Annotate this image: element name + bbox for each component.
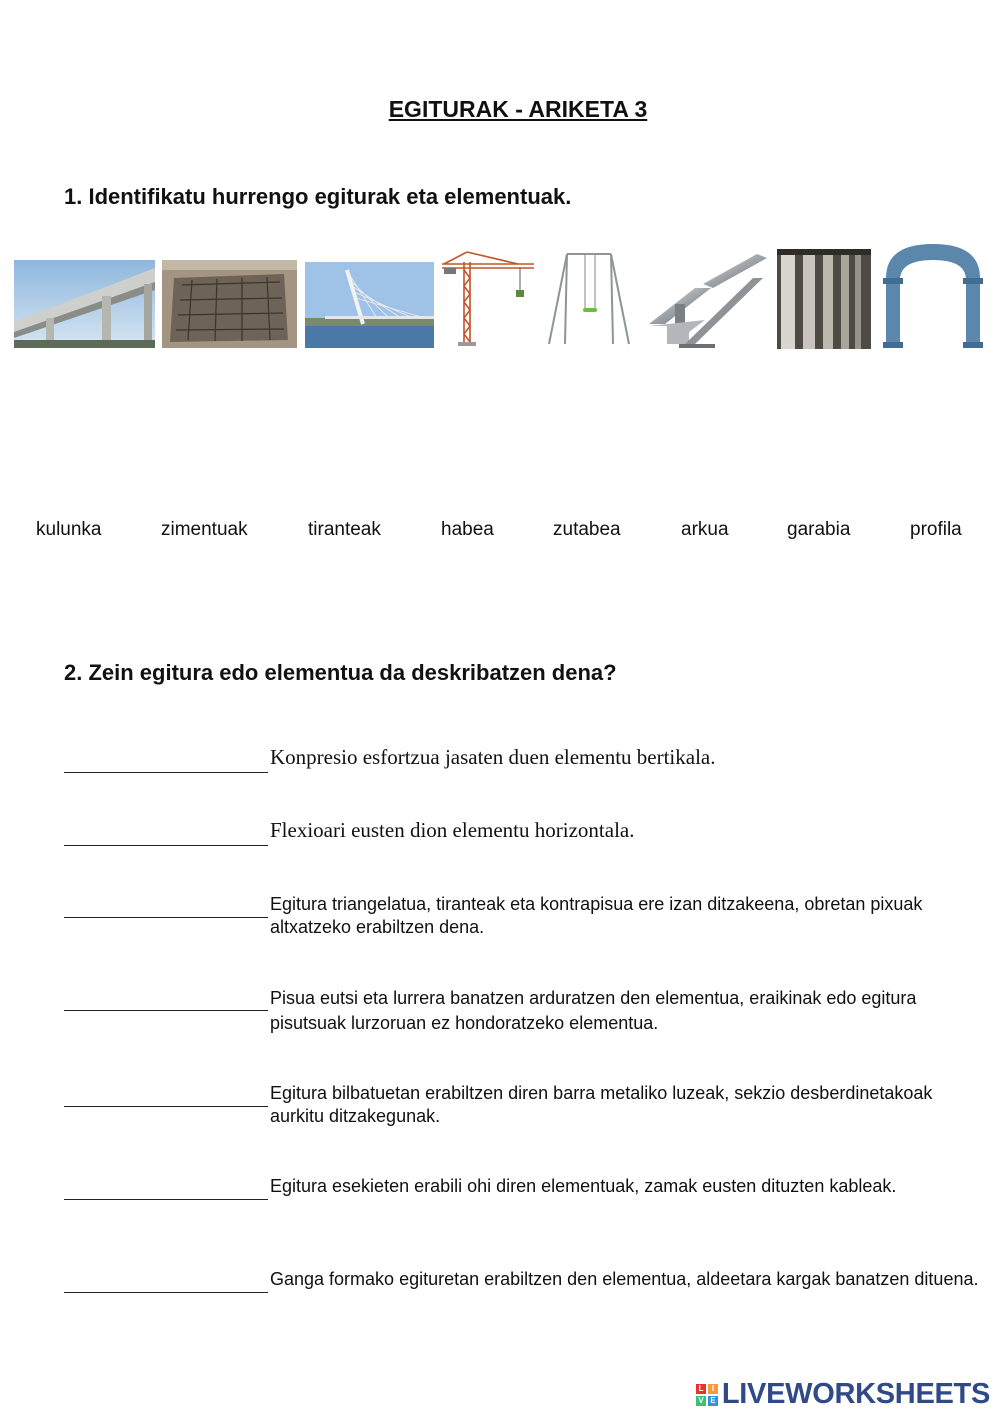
answer-input[interactable] [64, 893, 268, 918]
foundation-image [162, 260, 297, 348]
answer-input[interactable] [64, 821, 268, 846]
word-profila[interactable]: profila [910, 519, 962, 540]
word-arkua[interactable]: arkua [681, 519, 729, 540]
cable-stayed-bridge-image [305, 262, 434, 348]
answer-input[interactable] [64, 986, 268, 1011]
description-text: Pisua eutsi eta lurrera banatzen arduratzen den elementua, eraikinak edo egitura pisutsuak lurzoruan ez hondoratzeko elementua. [270, 988, 917, 1033]
word-garabia[interactable]: garabia [787, 519, 851, 540]
logo-mark-icon [696, 1384, 718, 1406]
logo-text: LIVEWORKSHEETS [721, 1378, 990, 1410]
crane-image [438, 248, 538, 348]
swing-image [543, 248, 635, 348]
logo-mark-letter: I [708, 1384, 718, 1394]
page-title: EGITURAK - ARIKETA 3 [388, 96, 648, 122]
question-2-heading: 2. Zein egitura edo elementua da deskribatzen dena? [64, 660, 617, 685]
logo-mark-letter: E [708, 1396, 718, 1406]
answer-input[interactable] [64, 748, 268, 773]
answer-input[interactable] [64, 1082, 268, 1107]
description-text: Ganga formako egituretan erabiltzen den elementua, aldeetara kargak banatzen dituena. [270, 1269, 979, 1289]
columns-image [777, 249, 871, 349]
word-kulunka[interactable]: kulunka [36, 519, 102, 540]
question-1-heading: 1. Identifikatu hurrengo egiturak eta elementuak. [64, 184, 572, 209]
description-text: Konpresio esfortzua jasaten duen elementu bertikala. [270, 745, 716, 769]
description-text: Egitura triangelatua, tiranteak eta kontrapisua ere izan ditzakeena, obretan pixuak altxatzeko erabiltzen dena. [270, 894, 923, 937]
description-text: Egitura bilbatuetan erabiltzen diren barra metaliko luzeak, sekzio desberdinetakoak aurkitu ditzakegunak. [270, 1083, 933, 1126]
description-text: Flexioari eusten dion elementu horizontala. [270, 818, 635, 842]
logo-mark-letter: L [696, 1384, 706, 1394]
word-zimentuak[interactable]: zimentuak [161, 519, 248, 540]
answer-input[interactable] [64, 1268, 268, 1293]
word-zutabea[interactable]: zutabea [553, 519, 621, 540]
bridge-beam-image [14, 260, 155, 348]
answer-input[interactable] [64, 1175, 268, 1200]
logo-mark-letter: V [696, 1396, 706, 1406]
word-habea[interactable]: habea [441, 519, 494, 540]
word-tiranteak[interactable]: tiranteak [308, 519, 381, 540]
steel-profile-image [645, 248, 769, 352]
liveworksheets-logo[interactable] [696, 1378, 990, 1411]
arch-image [880, 238, 986, 350]
description-text: Egitura esekieten erabili ohi diren elementuak, zamak eusten dituzten kableak. [270, 1176, 897, 1196]
